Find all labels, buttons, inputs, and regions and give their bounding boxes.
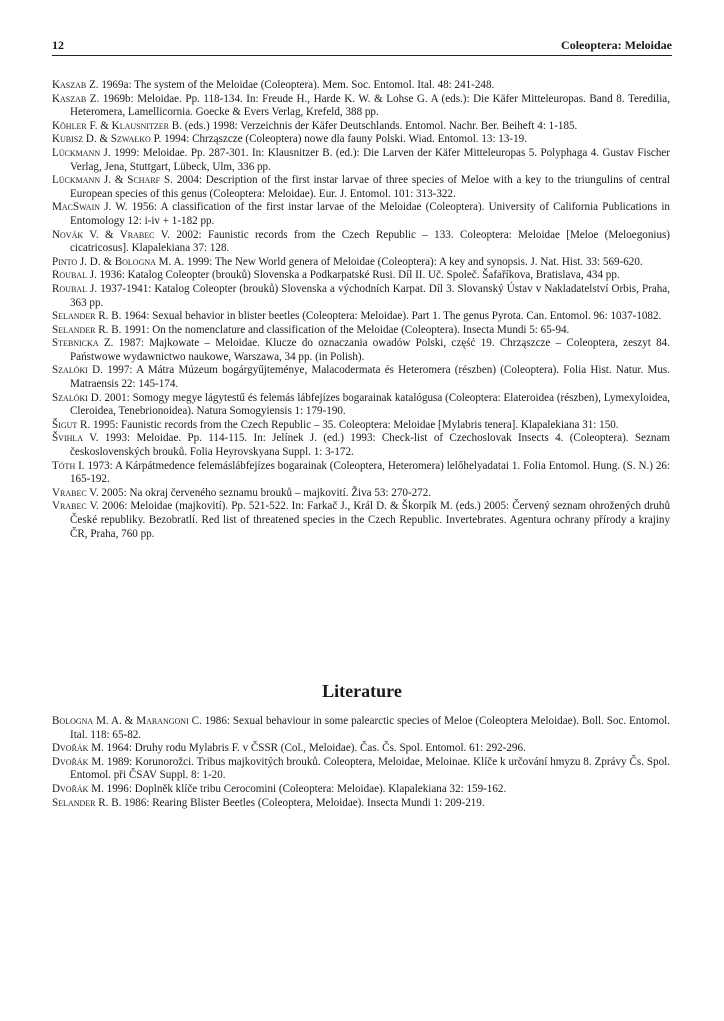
reference-entry — [52, 756, 670, 783]
reference-text: 1999: The New World genera of Meloidae (Coleoptera): A key and synopsis. J. Nat. Hist. 33: 569-620. — [184, 255, 643, 268]
reference-text: 1937-1941: Katalog Coleopter (brouků) Slovenska a východních Karpat. Díl 3. Slovanský Ústav v Nakladatelství Orbis, Praha, 363 pp. — [70, 282, 670, 309]
reference-text: 2006: Meloidae (majkovití). Pp. 521-522. In: Farkač J., Král D. & Škorpík M. (eds.) 2005: Červený seznam ohrožených druhů České republiky. Bezobratlí. Red list of threatened species in the Czech Republic. Invertebrates. Agentura ochrany přírody a krajiny ČR, Praha, 760 pp. — [70, 500, 670, 540]
reference-entry — [52, 256, 670, 270]
page-header — [52, 38, 672, 53]
reference-entry — [52, 432, 670, 459]
literature-list — [52, 715, 670, 810]
reference-text: 2004: Description of the first instar larvae of three species of Meloe with a key to the triungulins of central European species of this genus (Coleoptera: Meloidae). Eur. J. Entomol. 101: 313-322. — [70, 174, 670, 200]
reference-list — [52, 79, 670, 541]
reference-text: 1999: Meloidae. Pp. 287-301. In: Klausnitzer B. (ed.): Die Larven der Käfer Mitteleuropas 5. Polyphaga 4. Gustav Fischer Verlag, Jena, Stuttgart, Lübeck, Ulm, 336 pp. — [70, 146, 670, 173]
reference-entry — [52, 147, 670, 174]
reference-text: 1964: Druhy rodu Mylabris F. v ČSSR (Col., Meloidae). Čas. Čs. Spol. Entomol. 61: 292-296. — [103, 742, 526, 755]
reference-text: 1994: Chrząszcze (Coleoptera) nowe dla fauny Polski. Wiad. Entomol. 13: 13-19. — [161, 133, 527, 146]
reference-text: 1995: Faunistic records from the Czech Republic – 35. Coleoptera: Meloidae [Mylabris tenera]. Klapalekiana 31: 150. — [90, 418, 619, 431]
reference-text: 1986: Rearing Blister Beetles (Coleoptera, Meloidae). Insecta Mundi 1: 209-219. — [121, 796, 485, 809]
reference-entry — [52, 392, 670, 419]
reference-authors: Dvořák M. — [52, 782, 104, 795]
reference-authors: Tóth I. — [52, 459, 85, 472]
reference-authors: Roubal J. — [52, 269, 97, 282]
reference-authors: Roubal J. — [52, 282, 98, 295]
reference-text: 1991: On the nomenclature and classification of the Meloidae (Coleoptera). Insecta Mundi 5: 65-94. — [121, 323, 570, 336]
reference-authors: Dvořák M. — [52, 755, 105, 768]
page-number: 12 — [52, 38, 64, 52]
reference-text: 1986: Sexual behaviour in some palearctic species of Meloe (Coleoptera Meloidae). Boll. Soc. Entomol. Ital. 118: 65-82. — [70, 715, 670, 741]
reference-authors: Kubisz D. & Szwałko P. — [52, 133, 162, 146]
reference-authors: Bologna M. A. & Marangoni C. — [52, 715, 202, 727]
reference-authors: Švihla V. — [52, 432, 99, 445]
reference-entry — [52, 742, 670, 756]
reference-entry — [52, 324, 670, 338]
reference-authors: Novák V. & Vrabec V. — [52, 228, 170, 241]
reference-text: 1969a: The system of the Meloidae (Coleoptera). Mem. Soc. Entomol. Ital. 48: 241-248. — [98, 79, 495, 91]
reference-text: 1996: Doplněk klíče tribu Cerocomini (Coleoptera: Meloidae). Klapalekiana 32: 159-162. — [103, 782, 507, 795]
reference-authors: Köhler F. & Klausnitzer B. — [52, 119, 182, 132]
reference-authors: Selander R. B. — [52, 323, 122, 336]
reference-entry — [52, 364, 670, 391]
reference-entry — [52, 715, 670, 742]
reference-entry — [52, 419, 670, 433]
header-rule — [52, 55, 672, 56]
reference-text: 1989: Korunorožci. Tribus majkovitých brouků. Coleoptera, Meloidae, Meloinae. Klíče k určování hmyzu 8. Zprávy Čs. Spol. Entomol. při ČSAV Suppl. 8: 1-20. — [70, 755, 670, 782]
reference-entry — [52, 283, 670, 310]
reference-entry — [52, 93, 670, 120]
reference-entry — [52, 201, 670, 228]
reference-text: 1997: A Mátra Múzeum bogárgyűjteménye, Malacodermata és Heteromera (részben) (Coleoptera). Folia Hist. Natur. Mus. Matraensis 22: 145-174. — [70, 364, 671, 391]
reference-entry — [52, 337, 670, 364]
reference-text: 1969b: Meloidae. Pp. 118-134. In: Freude H., Harde K. W. & Lohse G. A (eds.): Die Käfer Mitteleuropas. Band 8. Teredilia, Heteromera, Lamellicornia. Goecke & Evers Verlag, Krefeld, 388 pp. — [70, 92, 670, 119]
reference-entry — [52, 79, 670, 93]
reference-text: 1956: A classification of the first instar larvae of the Meloidae (Coleoptera). University of California Publications in Entomology 12: i-iv + 1-182 pp. — [70, 201, 670, 227]
reference-authors: Stebnicka Z. — [52, 337, 114, 350]
reference-authors: Lückmann J. — [52, 146, 111, 159]
reference-authors: Vrabec V. — [52, 486, 99, 499]
literature-heading: Literature — [322, 681, 402, 701]
reference-text: 1964: Sexual behavior in blister beetles (Coleoptera: Meloidae). Part 1. The genus Pyrota. Can. Entomol. 96: 1037-1082. — [121, 310, 662, 323]
reference-entry — [52, 120, 670, 134]
reference-entry — [52, 174, 670, 201]
reference-text: 1973: A Kárpátmedence felemáslábfejízes bogarainak (Coleoptera, Heteromera) lelőhelyadatai 1. Folia Entomol. Hung. (S. N.) 26: 165-192. — [70, 459, 670, 486]
reference-authors: Vrabec V. — [52, 500, 99, 513]
reference-entry — [52, 783, 670, 797]
reference-text: 1987: Majkowate – Meloidae. Klucze do oznaczania owadów Polski, część 19. Chrząszcze – Coleoptera, zeszyt 84. Państwowe wydawnictwo naukowe, Warszawa, 34 pp. (in Polish). — [70, 337, 670, 363]
reference-entry — [52, 797, 670, 811]
reference-text: (eds.) 1998: Verzeichnis der Käfer Deutschlands. Entomol. Nachr. Ber. Beiheft 4: 1-185. — [181, 119, 578, 132]
reference-entry — [52, 269, 670, 283]
reference-text: 2001: Somogy megye lágytestű és felemás lábfejízes bogarainak katalógusa (Coleoptera: Elateroidea (részben), Lymexyloidea, Cleroidea, Tenebrionoidea). Natura Somogyiensis 1: 179-190. — [70, 391, 671, 418]
reference-authors: Kaszab Z. — [52, 79, 99, 91]
reference-authors: Pinto J. D. & Bologna M. A. — [52, 255, 185, 268]
reference-authors: Šigut R. — [52, 418, 91, 431]
reference-authors: Lückmann J. & Scharf S. — [52, 174, 173, 187]
reference-authors: Dvořák M. — [52, 742, 104, 755]
reference-entry — [52, 500, 670, 541]
reference-authors: Kaszab Z. — [52, 92, 100, 105]
reference-authors: Szalóki D. — [52, 391, 102, 404]
reference-entry — [52, 229, 670, 256]
reference-entry — [52, 133, 670, 147]
reference-entry — [52, 487, 670, 501]
reference-authors: MacSwain J. W. — [52, 201, 128, 214]
reference-entry — [52, 460, 670, 487]
running-title: Coleoptera: Meloidae — [561, 38, 672, 52]
reference-authors: Szalóki D. — [52, 364, 103, 377]
reference-entry — [52, 310, 670, 324]
reference-authors: Selander R. B. — [52, 310, 122, 323]
reference-authors: Selander R. B. — [52, 796, 122, 809]
reference-text: 1993: Meloidae. Pp. 114-115. In: Jelínek J. (ed.) 1993: Check-list of Czechoslovak Insects 4. (Coleoptera). Seznam československých brouků. Folia Heyrovskyana Suppl. 1: 3-172. — [70, 432, 670, 459]
reference-text: 1936: Katalog Coleopter (brouků) Slovenska a Podkarpatské Rusi. Díl II. Uč. Společ. Šafaříkova, Bratislava, 434 pp. — [96, 269, 620, 282]
reference-text: 2002: Faunistic records from the Czech Republic – 133. Coleoptera: Meloidae [Meloe (Meloegonius) cicatricosus]. Klapalekiana 37: 128. — [70, 228, 671, 255]
reference-text: 2005: Na okraj červeného seznamu brouků – majkovití. Živa 53: 270-272. — [98, 486, 432, 499]
